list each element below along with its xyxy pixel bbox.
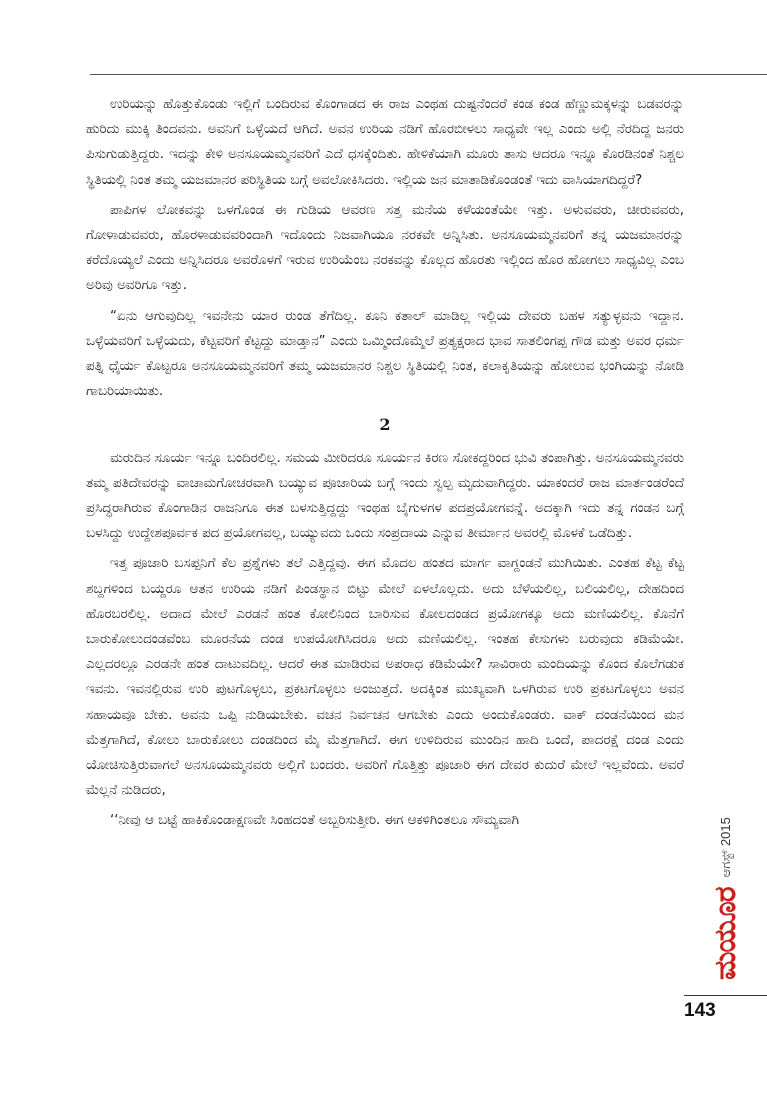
paragraph-3: “ಏನು ಆಗುವುದಿಲ್ಲ ಇವನೇನು ಯಾರ ರುಂಡ ತೆಗೆದಿಲ್ಲ. ಕೂನಿ ಕತಾಲ್ ಮಾಡಿಲ್ಲ ಇಲ್ಲಿಯ ದೇವರು ಬಹಳ ಸತ್ಯುಳ್ಳವನು ಇದ್ದಾನ. ಒಳ್ಳೆಯವರಿಗೆ ಒಳ್ಳೆಯದು, ಕೆಟ್ಟವರಿಗೆ ಕೆಟ್ಟದ್ದು ಮಾಡ್ತಾನ” ಎಂದು ಒಮ್ಮಿಂದೊಮ್ಮೆಲೆ ಪ್ರತ್ಯಕ್ಷರಾದ ಭಾವ ಸಾತಲಿಂಗಪ್ಪ ಗೌಡ ಮತ್ತು ಅವರ ಧರ್ಮ ಪತ್ನಿ ಧೈರ್ಯ ಕೊಟ್ಟರೂ ಅನಸೂಯಮ್ಮನವರಿಗೆ ತಮ್ಮ ಯಜಮಾನರ ನಿಶ್ಚಲ ಸ್ಥಿತಿಯಲ್ಲಿ ನಿಂತ, ಕಲಾಕೃತಿಯನ್ನು ಹೋಲುವ ಭಂಗಿಯನ್ನು ನೋಡಿ ಗಾಬರಿಯಾಯಿತು. [86, 308, 684, 400]
magazine-side-label [706, 817, 746, 980]
section-number: 2 [379, 415, 391, 435]
page-number: 143 [684, 1000, 716, 1021]
footer-divider [684, 995, 767, 996]
top-divider [90, 74, 767, 75]
paragraph-6: ‘‘ನೀವು ಆ ಬಟ್ಟೆ ಹಾಕಿಕೊಂಡಾಕ್ಷಣವೇ ಸಿಂಹದಂತೆ ಅಬ್ಬರಿಸುತ್ತೀರಿ. ಈಗ ಆಕಳಿಗಿಂತಲೂ ಸೌಮ್ಯವಾಗಿ [110, 813, 519, 829]
article-body [86, 92, 684, 839]
issue-date: ಆಗಸ್ಟ್ 2015 [717, 817, 733, 878]
paragraph-5: ಇತ್ತ ಪೂಜಾರಿ ಬಸಪ್ಪನಿಗೆ ಕೆಲ ಪ್ರಶ್ನೆಗಳು ತಲೆ ಎತ್ತಿದ್ದವು. ಈಗ ಮೊದಲ ಹಂತದ ಮಾರ್ಗ ವಾಗ್ದಂಡನೆ ಮುಗಿಯಿತು. ಎಂತಹ ಕೆಟ್ಟ ಕೆಟ್ಟ ಶಬ್ದಗಳಿಂದ ಬಯ್ದರೂ ಆತನ ಉರಿಯ ನಡಿಗೆ ಪಿಂಡಸ್ಥಾನ ಬಿಟ್ಟು ಮೇಲೆ ಏಳಲೊಲ್ಲದು. ಅದು ಬೆಳೆಯಲಿಲ್ಲ, ಬಲಿಯಲಿಲ್ಲ, ದೇಹದಿಂದ ಹೊರಬರಲಿಲ್ಲ. ಅದಾದ ಮೇಲೆ ಎರಡನೆ ಹಂತ ಕೋಲಿನಿಂದ ಬಾರಿಸುವ ಕೋಲದಂಡದ ಪ್ರಯೋಗಕ್ಕೂ ಅದು ಮಣಿಯಲಿಲ್ಲ. ಕೊನೆಗೆ ಬಾರುಕೋಲುದಂಡವೆಂಬ ಮೂರನೆಯ ದಂಡ ಉಪಯೋಗಿಸಿದರೂ ಅದು ಮಣಿಯಲಿಲ್ಲ. ಇಂತಹ ಕೇಸುಗಳು ಬರುವುದು ಕಡಿಮೆಯೇ. ಎಲ್ಲದರಲ್ಲೂ ಎರಡನೇ ಹಂತ ದಾಟುವದಿಲ್ಲ. ಆದರೆ ಈತ ಮಾಡಿರುವ ಅಪರಾಧ ಕಡಿಮೆಯೇ? ಸಾವಿರಾರು ಮಂದಿಯನ್ನು ಕೊಂದ ಕೊಲೆಗಡುಕ ಇವನು. ಇವನಲ್ಲಿರುವ ಉರಿ ಪುಟಗೊಳ್ಳಲು, ಪ್ರಕಟಗೊಳ್ಳಲು ಅಂಜುತ್ತದೆ. ಅದಕ್ಕಿಂತ ಮುಖ್ಯವಾಗಿ ಒಳಗಿರುವ ಉರಿ ಪ್ರಕಟಗೊಳ್ಳಲು ಅವನ ಸಹಾಯವೂ ಬೇಕು. ಅವನು ಒಪ್ಪಿ ನುಡಿಯಬೇಕು. ವಚನ ನಿರ್ವಚನ ಆಗಬೇಕು ಎಂದು ಅಂದುಕೊಂಡರು. ವಾಕ್ ದಂಡನೆಯಿಂದ ಮನ ಮೆತ್ತಗಾಗಿದೆ, ಕೋಲು ಬಾರುಕೋಲು ದಂಡದಿಂದ ಮೈ ಮೆತ್ತಗಾಗಿದೆ. ಈಗ ಉಳಿದಿರುವ ಮುಂದಿನ ಹಾದಿ ಒಂದೆ, ಪಾದರಕ್ಷೆ ದಂಡ ಎಂದು ಯೋಚಿಸುತ್ತಿರುವಾಗಲೆ ಅನಸೂಯಮ್ಮನವರು ಅಲ್ಲಿಗೆ ಬಂದರು. ಅವರಿಗೆ ಗೊತ್ತಿತ್ತು ಪೂಜಾರಿ ಈಗ ದೇವರ ಕುದುರೆ ಮೇಲೆ ಇಲ್ಲವೆಂದು. ಅವರೆ ಮೆಲ್ಲನೆ ನುಡಿದರು, [86, 556, 684, 799]
magazine-logo: ಮಯೂರ [708, 887, 743, 980]
paragraph-2: ಪಾಪಿಗಳ ಲೋಕವನ್ನು ಒಳಗೊಂಡ ಈ ಗುಡಿಯ ಆವರಣ ಸತ್ತ ಮನೆಯ ಕಳೆಯಂತೆಯೇ ಇತ್ತು. ಅಳುವವರು, ಚೀರುವವರು, ಗೋಳಾಡುವವರು, ಹೊರಳಾಡುವವರಿಂದಾಗಿ ಇದೊಂದು ನಿಜವಾಗಿಯೂ ನರಕವೇ ಅನ್ನಿಸಿತು. ಅನಸೂಯಮ್ಮನವರಿಗೆ ತನ್ನ ಯಜಮಾನರನ್ನು ಕರೆದೊಯ್ಯಲೆ ಎಂದು ಅನ್ನಿಸಿದರೂ ಅವರೊಳಗೆ ಇರುವ ಉರಿಯೆಂಬ ನರಕವನ್ನು ಕೊಲ್ಲದ ಹೊರತು ಇಲ್ಲಿಂದ ಹೊರ ಹೋಗಲು ಸಾಧ್ಯವಿಲ್ಲ ಎಂಬ ಅರಿವು ಅವರಿಗೂ ಇತ್ತು. [86, 202, 684, 294]
paragraph-4: ಮರುದಿನ ಸೂರ್ಯ ಇನ್ನೂ ಬಂದಿರಲಿಲ್ಲ. ಸಮಯ ಮೀರಿದರೂ ಸೂರ್ಯನ ಕಿರಣ ಸೋಕದ್ದರಿಂದ ಭುವಿ ತಂಪಾಗಿತ್ತು. ಅನಸೂಯಮ್ಮನವರು ತಮ್ಮ ಪತಿದೇವರನ್ನು ವಾಚಾಮಗೋಚರವಾಗಿ ಬಯ್ಯುವ ಪೂಜಾರಿಯ ಬಗ್ಗೆ ಇಂದು ಸ್ವಲ್ಪ ಮೃದುವಾಗಿದ್ದರು. ಯಾಕಂದರೆ ರಾಜ ಮಾರ್ತಂಡರೆಂದೆ ಪ್ರಸಿದ್ಧರಾಗಿರುವ ಕೊಂಗಾಡಿನ ರಾಜನಿಗೂ ಈತ ಬಳಸುತ್ತಿದ್ದದ್ದು ಇಂಥಹ ಬೈಗುಳಗಳ ಪದಪ್ರಯೋಗವನ್ನೆ. ಅದಕ್ಕಾಗಿ ಇದು ತನ್ನ ಗಂಡನ ಬಗ್ಗೆ ಬಳಸಿದ್ದು ಉದ್ದೇಶಪೂರ್ವಕ ಪದ ಪ್ರಯೋಗವಲ್ಲ, ಬಯ್ಯುವದು ಒಂದು ಸಂಪ್ರದಾಯ ಎನ್ನುವ ತೀರ್ಮಾನ ಅವರಲ್ಲಿ ಮೊಳಕೆ ಒಡೆದಿತ್ತು. [86, 450, 684, 542]
paragraph-1: ಉರಿಯನ್ನು ಹೊತ್ತುಕೊಂಡು ಇಲ್ಲಿಗೆ ಬಂದಿರುವ ಕೊಂಗಾಡದ ಈ ರಾಜ ಎಂಥಹ ದುಷ್ಟನೆಂದರೆ ಕಂಡ ಕಂಡ ಹೆಣ್ಣುಮಕ್ಕಳನ್ನು ಬಡವರನ್ನು ಹುರಿದು ಮುಕ್ಕಿ ತಿಂದವನು. ಅವನಿಗೆ ಒಳ್ಳೆಯದೆ ಆಗಿದೆ. ಅವನ ಉರಿಯ ನಡಿಗೆ ಹೊರಬೀಳಲು ಸಾಧ್ಯವೇ ಇಲ್ಲ ಎಂದು ಅಲ್ಲಿ ನೆರದಿದ್ದ ಜನರು ಪಿಸುಗುಡುತ್ತಿದ್ದರು. ಇದನ್ನು ಕೇಳಿ ಅನಸೂಯಮ್ಮನವರಿಗೆ ಎದೆ ಧಸಕ್ಕೆಂದಿತು. ಹೇಳಿಕೆಯಾಗಿ ಮೂರು ತಾಸು ಆದರೂ ಇನ್ನೂ ಕೊರಡಿನಂತೆ ನಿಶ್ಚಲ ಸ್ಥಿತಿಯಲ್ಲಿ ನಿಂತ ತಮ್ಮ ಯಜಮಾನರ ಪರಿಸ್ಥಿತಿಯ ಬಗ್ಗೆ ಅವಲೋಕಿಸಿದರು. ಇಲ್ಲಿಯ ಜನ ಮಾತಾಡಿಕೊಂಡಂತೆ ಇದು ವಾಸಿಯಾಗದಿದ್ದರೆ? [86, 97, 684, 188]
